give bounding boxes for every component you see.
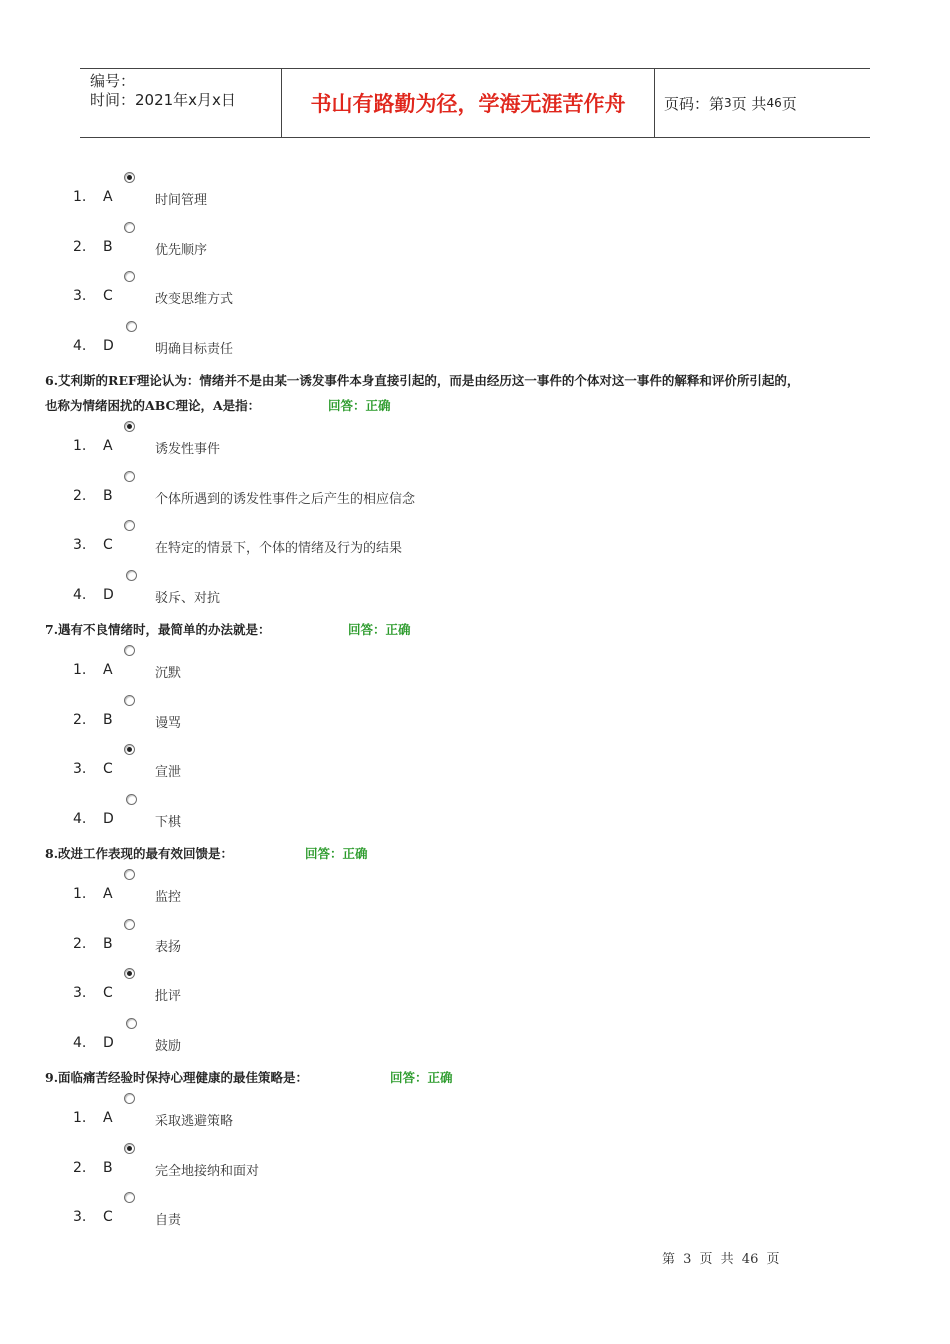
option-letter: B bbox=[103, 488, 113, 504]
option-number: 4. bbox=[73, 1035, 87, 1051]
option-number: 3. bbox=[73, 288, 87, 304]
option-text: 明确目标责任 bbox=[155, 342, 234, 357]
option-letter: C bbox=[103, 288, 113, 304]
option-letter: B bbox=[103, 712, 113, 728]
question-text bbox=[45, 620, 411, 638]
option-text: 谩骂 bbox=[155, 716, 182, 731]
option-text: 完全地接纳和面对 bbox=[155, 1164, 260, 1179]
option-number: 2. bbox=[73, 488, 87, 504]
option-text: 下棋 bbox=[155, 815, 182, 830]
option-number: 3. bbox=[73, 1209, 87, 1225]
question-text-main: 9.面临痛苦经验时保持心理健康的最佳策略是： bbox=[45, 1070, 309, 1085]
radio-button[interactable] bbox=[124, 645, 135, 656]
option-text: 沉默 bbox=[155, 666, 182, 681]
page-middle: 页 共 bbox=[731, 94, 767, 113]
question-text-main: 7.遇有不良情绪时，最简单的办法就是： bbox=[45, 622, 271, 637]
option-number: 3. bbox=[73, 761, 87, 777]
radio-button-selected[interactable] bbox=[124, 421, 135, 432]
option-text: 优先顺序 bbox=[155, 243, 208, 258]
option-letter: C bbox=[103, 1209, 113, 1225]
radio-button[interactable] bbox=[124, 520, 135, 531]
option-text: 改变思维方式 bbox=[155, 292, 234, 307]
option-text: 在特定的情景下，个体的情绪及行为的结果 bbox=[155, 541, 403, 556]
answer-status: 回答：正确 bbox=[305, 846, 368, 861]
answer-status: 回答：正确 bbox=[390, 1070, 453, 1085]
radio-button[interactable] bbox=[124, 271, 135, 282]
option-number: 4. bbox=[73, 338, 87, 354]
radio-button[interactable] bbox=[126, 570, 137, 581]
radio-button[interactable] bbox=[126, 1018, 137, 1029]
option-text: 鼓励 bbox=[155, 1039, 182, 1054]
question-text: 6.艾利斯的REF理论认为：情绪并不是由某一诱发事件本身直接引起的，而是由经历这一事件的个体对这一事件的解释和评价所引起的， bbox=[45, 373, 800, 388]
option-letter: A bbox=[103, 1110, 113, 1126]
page-current: 3 bbox=[724, 96, 732, 110]
radio-button[interactable] bbox=[124, 695, 135, 706]
option-letter: D bbox=[103, 811, 114, 827]
radio-button[interactable] bbox=[124, 1192, 135, 1203]
radio-button[interactable] bbox=[124, 222, 135, 233]
option-text: 驳斥、对抗 bbox=[155, 591, 221, 606]
option-letter: D bbox=[103, 338, 114, 354]
option-text: 时间管理 bbox=[155, 193, 208, 208]
option-letter: B bbox=[103, 1160, 113, 1176]
option-letter: C bbox=[103, 761, 113, 777]
option-number: 2. bbox=[73, 936, 87, 952]
option-letter: B bbox=[103, 239, 113, 255]
radio-button[interactable] bbox=[124, 1093, 135, 1104]
option-text: 监控 bbox=[155, 890, 182, 905]
page-footer: 第 3 页 共 46 页 bbox=[662, 1252, 780, 1267]
option-letter: D bbox=[103, 1035, 114, 1051]
option-letter: C bbox=[103, 985, 113, 1001]
option-letter: A bbox=[103, 886, 113, 902]
number-label: 编号： bbox=[90, 72, 136, 90]
option-text: 批评 bbox=[155, 989, 182, 1004]
option-text: 表扬 bbox=[155, 940, 182, 955]
option-number: 1. bbox=[73, 886, 87, 902]
option-number: 3. bbox=[73, 537, 87, 553]
page-suffix: 页 bbox=[781, 94, 797, 113]
question-text bbox=[45, 1068, 453, 1086]
option-text: 宣泄 bbox=[155, 765, 182, 780]
question-text bbox=[45, 844, 368, 862]
option-number: 2. bbox=[73, 1160, 87, 1176]
radio-button[interactable] bbox=[124, 919, 135, 930]
option-number: 1. bbox=[73, 189, 87, 205]
option-number: 3. bbox=[73, 985, 87, 1001]
radio-button-selected[interactable] bbox=[124, 1143, 135, 1154]
option-text: 采取逃避策略 bbox=[155, 1114, 234, 1129]
option-letter: D bbox=[103, 587, 114, 603]
radio-button-selected[interactable] bbox=[124, 744, 135, 755]
date-label: 时间：2021年x月x日 bbox=[90, 91, 236, 109]
radio-button[interactable] bbox=[124, 869, 135, 880]
option-letter: A bbox=[103, 189, 113, 205]
radio-button[interactable] bbox=[126, 794, 137, 805]
option-letter: B bbox=[103, 936, 113, 952]
radio-button-selected[interactable] bbox=[124, 172, 135, 183]
header-motto: 书山有路勤为径，学海无涯苦作舟 bbox=[281, 69, 655, 137]
question-text-continued bbox=[45, 396, 391, 414]
option-letter: A bbox=[103, 662, 113, 678]
page-prefix: 页码：第 bbox=[664, 94, 725, 113]
option-number: 2. bbox=[73, 712, 87, 728]
option-letter: C bbox=[103, 537, 113, 553]
radio-button[interactable] bbox=[124, 471, 135, 482]
page-total: 46 bbox=[766, 96, 782, 110]
option-text: 个体所遇到的诱发性事件之后产生的相应信念 bbox=[155, 492, 416, 507]
radio-button[interactable] bbox=[126, 321, 137, 332]
option-number: 1. bbox=[73, 662, 87, 678]
radio-button-selected[interactable] bbox=[124, 968, 135, 979]
option-text: 诱发性事件 bbox=[155, 442, 221, 457]
option-number: 1. bbox=[73, 438, 87, 454]
answer-status: 回答：正确 bbox=[328, 398, 391, 413]
answer-status: 回答：正确 bbox=[348, 622, 411, 637]
option-number: 1. bbox=[73, 1110, 87, 1126]
option-number: 4. bbox=[73, 811, 87, 827]
question-text-main: 8.改进工作表现的最有效回馈是： bbox=[45, 846, 234, 861]
option-number: 4. bbox=[73, 587, 87, 603]
option-number: 2. bbox=[73, 239, 87, 255]
question-text-line2: 也称为情绪困扰的ABC理论，A是指： bbox=[45, 398, 261, 413]
option-letter: A bbox=[103, 438, 113, 454]
option-text: 自责 bbox=[155, 1213, 182, 1228]
